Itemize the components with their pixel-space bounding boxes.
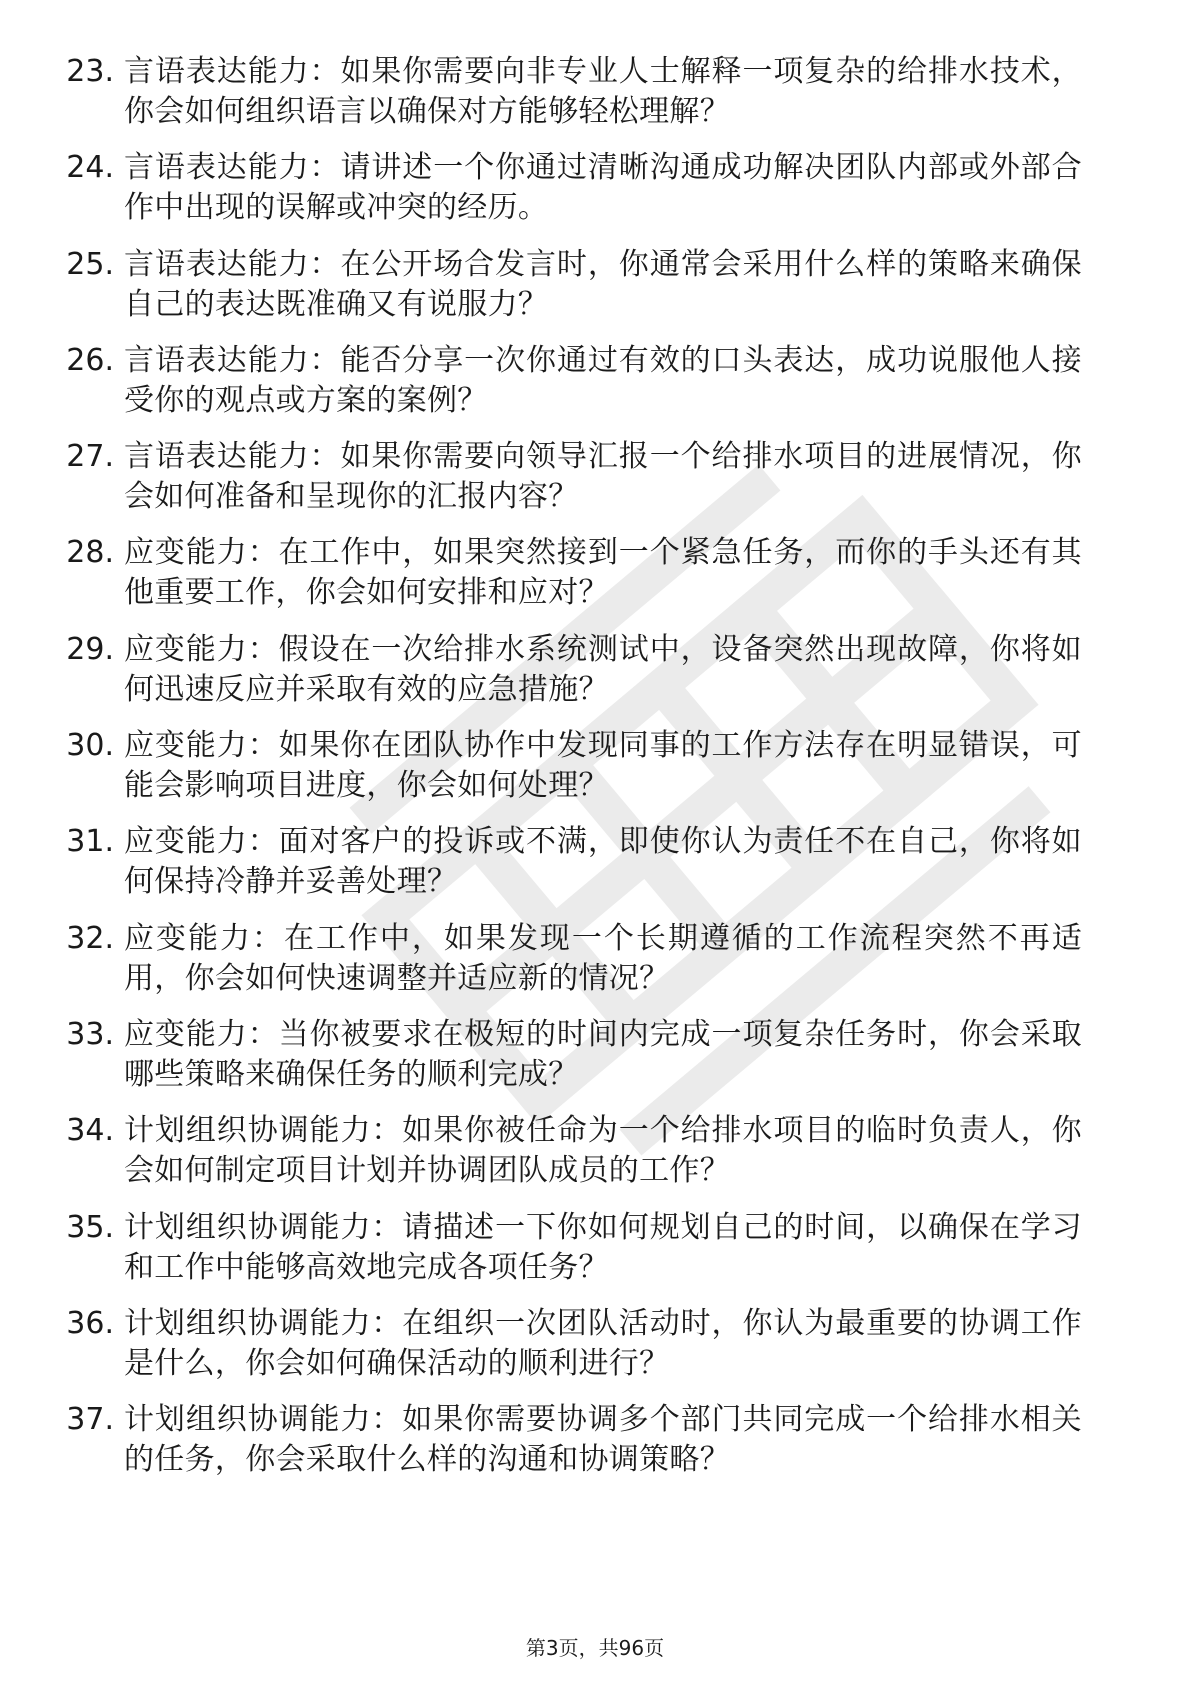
question-item bbox=[52, 1111, 1082, 1207]
question-number: 30. bbox=[66, 728, 114, 764]
question-number: 36. bbox=[66, 1305, 114, 1341]
question-text: 言语表达能力：请讲述一个你通过清晰沟通成功解决团队内部或外部合作中出现的误解或冲突的经历。 bbox=[124, 150, 1082, 226]
question-text: 应变能力：如果你在团队协作中发现同事的工作方法存在明显错误，可能会影响项目进度，你会如何处理？ bbox=[124, 728, 1082, 804]
question-text: 言语表达能力：如果你需要向领导汇报一个给排水项目的进展情况，你会如何准备和呈现你的汇报内容？ bbox=[124, 439, 1082, 515]
question-text: 应变能力：当你被要求在极短的时间内完成一项复杂任务时，你会采取哪些策略来确保任务的顺利完成？ bbox=[124, 1016, 1082, 1092]
question-number: 27. bbox=[66, 439, 114, 475]
question-number: 31. bbox=[66, 824, 114, 860]
question-text: 应变能力：在工作中，如果突然接到一个紧急任务，而你的手头还有其他重要工作，你会如何安排和应对？ bbox=[124, 535, 1082, 611]
question-text: 应变能力：假设在一次给排水系统测试中，设备突然出现故障，你将如何迅速反应并采取有效的应急措施？ bbox=[124, 631, 1082, 707]
question-item bbox=[52, 726, 1082, 822]
question-text: 计划组织协调能力：请描述一下你如何规划自己的时间，以确保在学习和工作中能够高效地完成各项任务？ bbox=[124, 1209, 1082, 1285]
question-text: 计划组织协调能力：如果你需要协调多个部门共同完成一个给排水相关的任务，你会采取什么样的沟通和协调策略？ bbox=[124, 1402, 1082, 1478]
question-item bbox=[52, 245, 1082, 341]
question-text: 言语表达能力：能否分享一次你通过有效的口头表达，成功说服他人接受你的观点或方案的案例？ bbox=[124, 342, 1082, 418]
question-number: 37. bbox=[66, 1402, 114, 1438]
question-item bbox=[52, 52, 1082, 148]
question-text: 应变能力：在工作中，如果发现一个长期遵循的工作流程突然不再适用，你会如何快速调整并适应新的情况？ bbox=[124, 920, 1082, 996]
question-item bbox=[52, 822, 1082, 918]
question-text: 言语表达能力：如果你需要向非专业人士解释一项复杂的给排水技术，你会如何组织语言以确保对方能够轻松理解？ bbox=[124, 54, 1082, 129]
question-list bbox=[52, 52, 1082, 1496]
question-number: 26. bbox=[66, 342, 114, 378]
question-number: 25. bbox=[66, 246, 114, 282]
question-item bbox=[52, 148, 1082, 244]
question-item bbox=[52, 437, 1082, 533]
question-text: 计划组织协调能力：在组织一次团队活动时，你认为最重要的协调工作是什么，你会如何确保活动的顺利进行？ bbox=[124, 1305, 1082, 1381]
question-number: 34. bbox=[66, 1113, 114, 1149]
question-item bbox=[52, 919, 1082, 1015]
question-item bbox=[52, 1208, 1082, 1304]
question-text: 言语表达能力：在公开场合发言时，你通常会采用什么样的策略来确保自己的表达既准确又有说服力？ bbox=[124, 246, 1082, 322]
question-number: 24. bbox=[66, 150, 114, 186]
question-item bbox=[52, 1400, 1082, 1496]
question-number: 32. bbox=[66, 920, 114, 956]
question-item bbox=[52, 1015, 1082, 1111]
question-item bbox=[52, 341, 1082, 437]
question-number: 33. bbox=[66, 1016, 114, 1052]
question-number: 23. bbox=[66, 54, 114, 89]
question-text: 计划组织协调能力：如果你被任命为一个给排水项目的临时负责人，你会如何制定项目计划并协调团队成员的工作？ bbox=[124, 1113, 1082, 1189]
page-footer: 第3页，共96页 bbox=[525, 1636, 665, 1660]
question-text: 应变能力：面对客户的投诉或不满，即使你认为责任不在自己，你将如何保持冷静并妥善处理？ bbox=[124, 824, 1082, 900]
question-number: 28. bbox=[66, 535, 114, 571]
question-item bbox=[52, 1304, 1082, 1400]
question-number: 29. bbox=[66, 631, 114, 667]
question-item bbox=[52, 533, 1082, 629]
question-item bbox=[52, 630, 1082, 726]
question-number: 35. bbox=[66, 1209, 114, 1245]
